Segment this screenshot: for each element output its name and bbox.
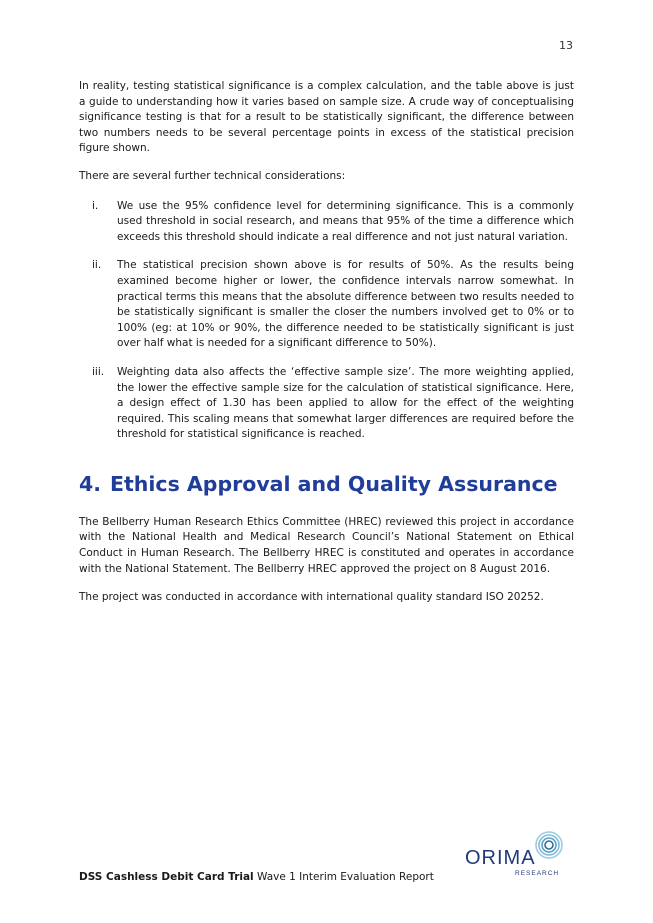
logo-subtitle: RESEARCH [515,870,560,877]
list-item-number: ii. [92,259,102,272]
considerations-list [79,199,574,443]
list-item-text: We use the 95% confidence level for determining significance. This is a commonly used threshold in social research, and means that 95% of the time a difference which exceeds this threshold should indicate a real difference and not just natural variation. [117,199,574,243]
list-item-number: iii. [92,365,105,378]
list-item-text: Weighting data also affects the ‘effective sample size’. The more weighting applied, the lower the effective sample size for the calculation of statistical significance. Here, a design effect of 1.30 has been applied to allow for the effect of the weighting required. This scaling means that somewhat larger differences are required before the threshold for statistical significance is reached. [117,365,574,441]
lead-sentence: There are several further technical considerations: [79,169,346,182]
ethics-paragraph: The Bellberry Human Research Ethics Committee (HREC) reviewed this project in accordance with the National Health and Medical Research Council’s National Statement on Ethical Conduct in Human Research. The Bellberry HREC is constituted and operates in accordance with the National Statement. The Bellberry HREC approved the project on 8 August 2016. [79,515,574,575]
page-number: 13 [559,39,573,52]
section-title: Ethics Approval and Quality Assurance [110,471,558,496]
list-item [79,365,574,443]
logo-name: ORIMA [465,847,536,869]
list-item-text: The statistical precision shown above is for results of 50%. As the results being examined become higher or lower, the confidence intervals narrow somewhat. In practical terms this means that the absolute difference between two results needed to be statistically significant is smaller the closer the numbers involved get to 0% or to 100% (eg: at 10% or 90%, the difference needed to be statistically significant is just over half what is needed for a significant difference to 50%). [117,259,574,350]
section-heading [79,471,574,497]
intro-paragraph: In reality, testing statistical significance is a complex calculation, and the table above is just a guide to understanding how it varies based on sample size. A crude way of conceptualising significance testing is that for a result to be statistically significant, the difference between two numbers needs to be several percentage points in excess of the statistical precision figure shown. [79,80,574,155]
list-item-number: i. [92,199,99,212]
orima-logo-graphic [463,830,573,880]
orima-logo [463,830,573,880]
quality-paragraph: The project was conducted in accordance with international quality standard ISO 20252. [79,591,544,604]
list-item [79,199,574,246]
footer [79,871,434,883]
section-number: 4. [79,471,102,496]
footer-report-title: DSS Cashless Debit Card Trial [79,871,254,883]
document-body [79,79,574,606]
list-item [79,258,574,352]
footer-report-subtitle: Wave 1 Interim Evaluation Report [253,871,434,883]
